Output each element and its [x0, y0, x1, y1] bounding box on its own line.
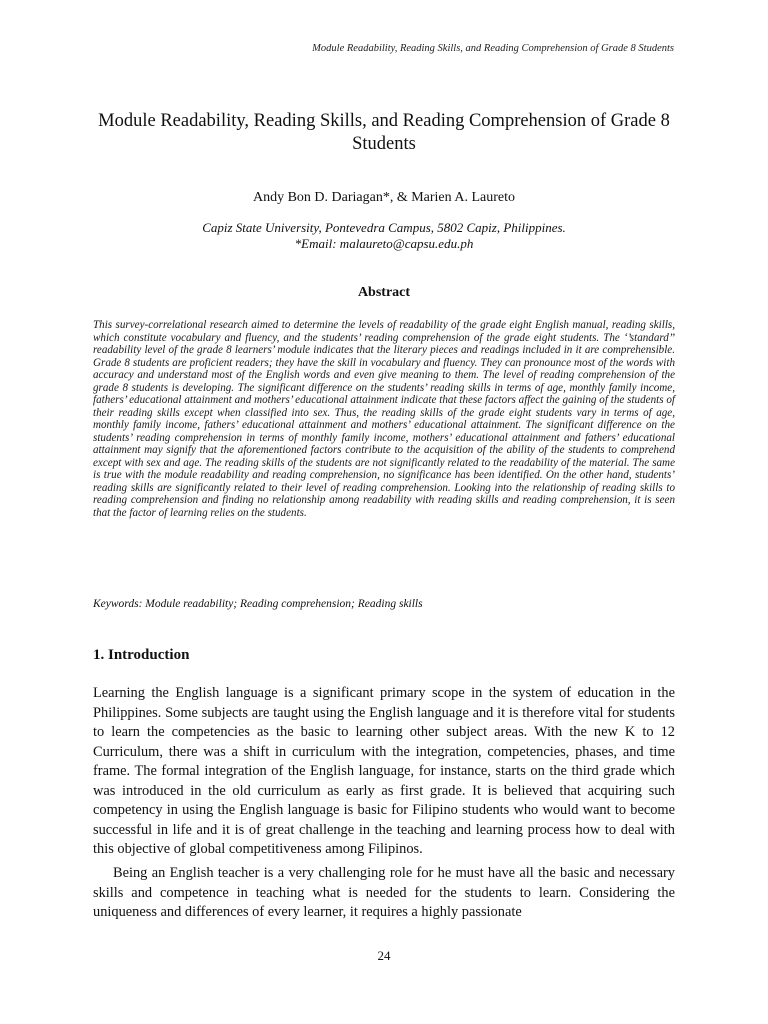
intro-paragraph-2: Being an English teacher is a very challenging role for he must have all the basic and necessary skills and competence in teaching what is needed for the students to learn. Considering the uniqueness and differences of every learner, it requires a highly passionate [93, 865, 675, 920]
affiliation-block [92, 220, 676, 252]
running-header: Module Readability, Reading Skills, and Reading Comprehension of Grade 8 Students [312, 43, 674, 54]
paper-title: Module Readability, Reading Skills, and Reading Comprehension of Grade 8 Students [98, 111, 670, 154]
abstract-text: This survey-correlational research aimed to determine the levels of readability of the grade eight English manual, reading skills, which constitute vocabulary and fluency, and the students’ reading comprehension of the grade eight students. The ‘’standard’’ readability level of the grade 8 learners’ module indicates that the literary pieces and readings included in it are comprehensible. Grade 8 students are proficient readers; they have the skill in vocabulary and fluency. They can pronounce most of the words with accuracy and understand most of the English words and even give meaning to them. The level of reading comprehension of the grade 8 students is developing. The significant difference on the students’ reading skills in terms of age, monthly family income, fathers’ educational attainment and mothers’ educational attainment indicate that these factors affect the gaining of the students of their reading skills except when classified into sex. Thus, the reading skills of the grade eight students vary in terms of age, monthly family income, fathers’ educational attainment and mothers’ educational attainment. The significant difference on the students’ reading comprehension in terms of monthly family income, mothers’ educational attainment and fathers’ educational attainment may signify that the aforementioned factors contribute to the acquisition of the ability of the students to comprehend except with sex and age. The reading skills of the students are not significantly related to the readability of the material. The same is true with the module readability and reading comprehension, no significance has been identified. On the other hand, students’ reading skills are significantly related to their level of reading comprehension. Looking into the relationship of reading skills to reading comprehension and finding no relationship among readability with reading skills and reading comprehension, it is seen that the factor of learning relies on the students. [93, 319, 675, 519]
page-number: 24 [377, 948, 391, 963]
affiliation-email: *Email: malaureto@capsu.edu.ph [294, 236, 474, 251]
abstract-heading: Abstract [357, 285, 411, 300]
intro-paragraph-1: Learning the English language is a significant primary scope in the system of education in the Philippines. Some subjects are taught using the English language and it is therefore vital for students to learn the competencies as the basic to learning other subject areas. With the new K to 12 Curriculum, there was a shift in curriculum with the integration, competencies, phases, and time frame. The formal integration of the English language, for instance, starts on the third grade which was introduced in the old curriculum as early as first grade. It is believed that acquiring such competency in using the English language is basic for Filipino students who would want to become successful in life and it is of great challenge in the teaching and learning process how to deal with this objective of global competitiveness among Filipinos. [93, 685, 675, 857]
affiliation-address: Capiz State University, Pontevedra Campus, 5802 Capiz, Philippines. [202, 220, 566, 235]
keywords-line: Keywords: Module readability; Reading comprehension; Reading skills [93, 598, 423, 610]
author-list: Andy Bon D. Dariagan*, & Marien A. Laureto [252, 190, 516, 205]
section-heading-introduction: 1. Introduction [93, 647, 190, 663]
